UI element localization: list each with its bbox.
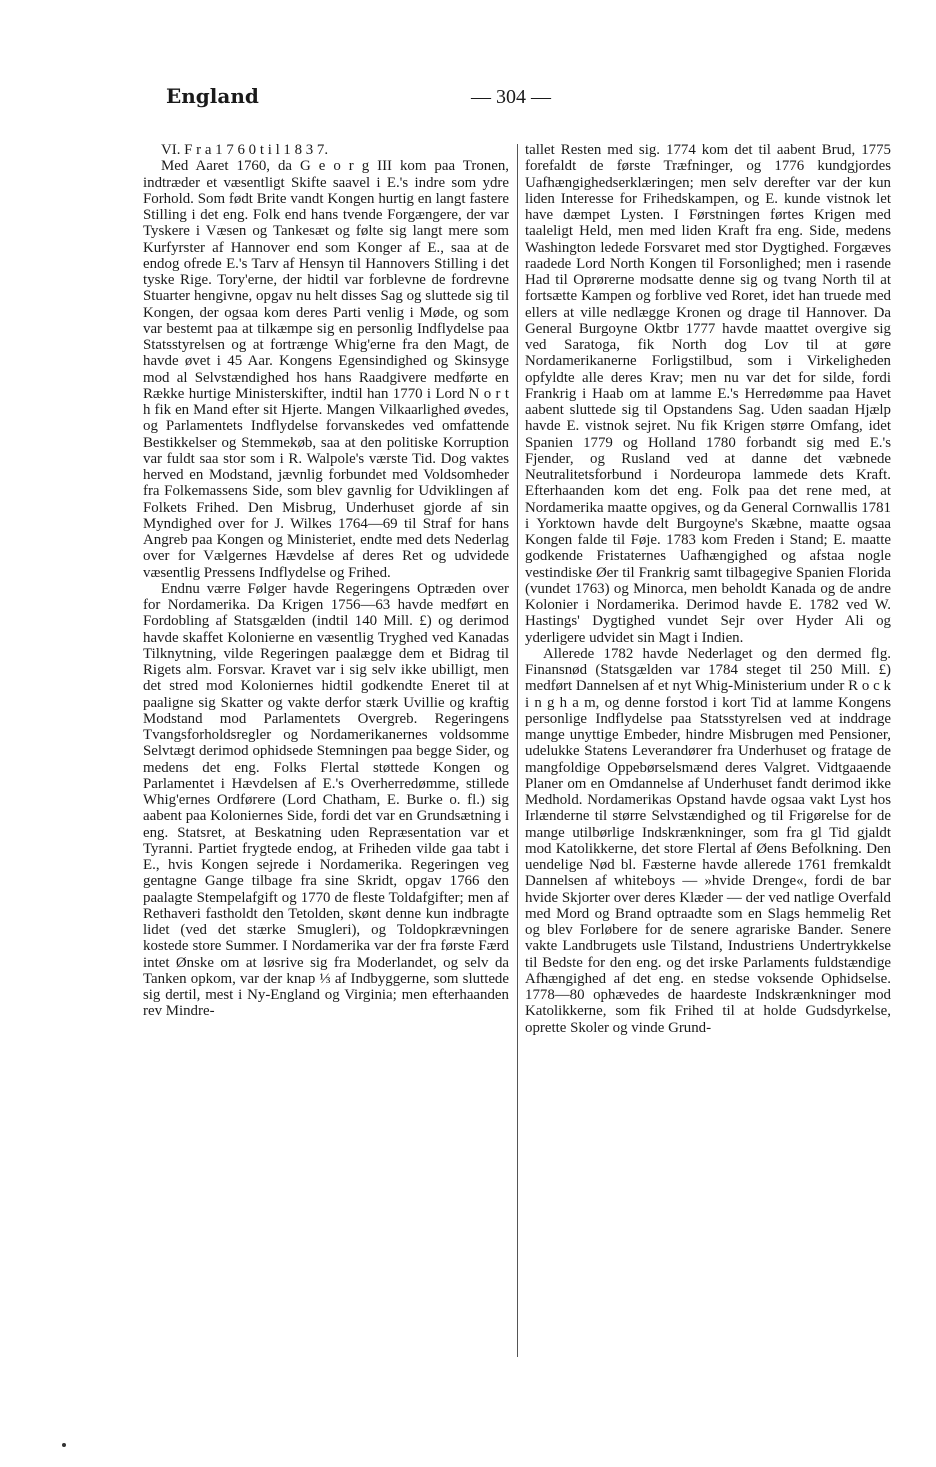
paragraph: tallet Resten med sig. 1774 kom det til aabent Brud, 1775 forefaldt de første Træfninger, og 1776 kundgjordes Uafhængighedserklæringen; men selv derefter var der kun liden Interesse for Frihedskampen, og E. kunde vistnok let have dæmpet Lysten. I Førstningen førtes Krigen med taaleligt Held, men med liden Kraft fra eng. Side, medens Washington ledede Forsvaret med stor Dygtighed. Forgæves raadede Lord North Kongen til Forsonlighed; men i rasende Had til Oprørerne modsatte denne sig og tvang North til at fortsætte Kampen og forblive ved Roret, idet han truede med ellers at ville nedlægge Kronen og drage til Hannover. Da General Burgoyne Oktbr 1777 havde maattet overgive sig ved Saratoga, fik North dog Lov til at gøre Nordamerikanerne Forligstilbud, som i Virkeligheden opfyldte alle deres Krav; men nu var det for silde, fordi Frankrig i Haab om at lamme E.'s Herredømme paa Havet aabent sluttede sig til Opstandens Sag. Uden saadan Hjælp havde E. vistnok sejret. Nu fik Krigen større Omfang, idet Spanien 1779 og Holland 1780 forbandt sig med E.'s Fjender, og Rusland ved at danne det væbnede Neutralitetsforbund i Nordeuropa lammede dets Kraft. Efterhaanden kom det eng. Folk paa det rene med, at Nordamerika maatte opgives, og da General Cornwallis 1781 i Yorktown havde delt Burgoyne's Skæbne, maatte ogsaa Kongen falde til Føje. 1783 kom Freden i Stand; E. maatte godkende Fristaternes Uafhængighed og afstaa nogle vestindiske Øer til Frankrig samt tilbagegive Spanien Florida (vundet 1763) og Minorca, men beholdt Kanada og de andre Kolonier i Nordamerika. Derimod havde E. 1782 ved W. Hastings' Dygtighed vundet Sejr over Hyder Ali og yderligere udvidet sin Magt i Indien. (525, 142, 891, 646)
page-number: — 304 — (471, 86, 551, 108)
header-title: England (166, 84, 259, 108)
paragraph: Endnu værre Følger havde Regeringens Optræden over for Nordamerika. Da Krigen 1756—63 havde medført en Fordobling af Statsgælden (indtil 140 Mill. £) og derimod havde skaffet Kolonierne en væsentlig Tryghed ved Kanadas Tilknytning, vilde Regeringen paalægge dem et Bidrag til Rigets alm. Forsvar. Kravet var i sig selv ikke ubilligt, men det stred mod Koloniernes hidtil godkendte Eneret til at paaligne sig Skatter og vakte derfor stærk Uvillie og kraftig Modstand mod Parlamentets Overgreb. Regeringens Tvangsforholdsregler og Nordamerikanernes voldsomme Selvtægt derimod ophidsede Stemningen paa begge Sider, og medens det eng. Folks Flertal støttede Kongen og Parlamentet i Hævdelsen af E.'s Overherredømme, stillede Whig'ernes Ordførere (Lord Chatham, E. Burke o. fl.) sig aabent paa Koloniernes Side, fordi det var en Grundsætning i eng. Statsret, at Beskatning uden Repræsentation var et Tyranni. Partiet frygtede endog, at Friheden vilde gaa tabt i E., hvis Kongen sejrede i Nordamerika. Regeringen veg gentagne Gange tilbage fra sine Skridt, opgav 1766 den paalagte Stempelafgift og 1770 de fleste Toldafgifter; men af Rethaveri fastholdt den Tetolden, skønt denne kun indbragte lidet (ved det stærke Smugleri), og Toldopkrævningen kostede store Summer. I Nordamerika var der fra første Færd intet Ønske om at løsrive sig fra Moderlandet, og selv da Tanken opkom, var der knap ⅓ af Indbyggerne, som sluttede sig dertil, mest i Ny-England og Virginia; men efterhaanden rev Mindre- (143, 580, 509, 1020)
section-heading: VI. F r a 1 7 6 0 t i l 1 8 3 7. (161, 142, 329, 158)
column-divider (517, 144, 518, 1357)
print-speck (62, 1443, 66, 1447)
left-column (143, 142, 509, 1020)
running-head (166, 84, 936, 116)
paragraph: Allerede 1782 havde Nederlaget og den dermed flg. Finansnød (Statsgælden var 1784 steget til 250 Mill. £) medført Dannelsen af et nyt Whig-Ministerium under R o c k i n g h a m, og denne forstod i kort Tid at lamme Kongens personlige Indflydelse paa Statsstyrelsen ved at inddrage mange unyttige Embeder, hindre Misbrugen med Pensioner, udelukke Statens Leverandører fra Underhuset og fratage de mangfoldige Oppebørselsmænd deres Valgret. Vidtgaaende Planer om en Omdannelse af Underhuset fandt derimod ikke Medhold. Nordamerikas Opstand havde ogsaa vakt Lyst hos Irlænderne til større Selvstændighed og til Frigørelse for de mange utilbørlige Indskrænkninger, som fra gl Tid gjaldt mod Katolikkerne, det store Flertal af Øens Befolkning. Den uendelige Nød bl. Fæsterne havde allerede 1761 fremkaldt Dannelsen af whiteboys — »hvide Drenge«, fordi de bar hvide Skjorter over deres Klæder — der ved natlige Overfald med Mord og Brand optraadte som en Slags hemmelig Ret og blev Forløbere for de senere agrariske Bander. Senere vakte Landbrugets usle Tilstand, Industriens Undertrykkelse til Bedste for den eng. og det irske Parlaments fuldstændige Afhængighed af det eng. en stedse voksende Ophidselse. 1778—80 ophævedes de haardeste Indskrænkninger mod Katolikkerne, som fik Frihed til at holde Gudsdyrkelse, oprette Skoler og vinde Grund- (525, 645, 891, 1036)
right-column (525, 142, 891, 1036)
paragraph: Med Aaret 1760, da G e o r g III kom paa Tronen, indtræder et væsentligt Skifte saavel i E.'s indre som ydre Forhold. Som født Brite vandt Kongen hurtig en langt fastere Stilling i det eng. Folk end hans tvende Forgængere, der var Tyskere i Væsen og Tankesæt og følte sig langt mere som Kurfyrster af Hannover end som Konger af E., saa at de endog ofrede E.'s Tarv af Hensyn til Hannovers Stilling i det tyske Rige. Tory'erne, der hidtil var forblevne de fordrevne Stuarter hengivne, opgav nu helt disses Sag og sluttede sig til Kongen, der ogsaa kom deres Parti venlig i Møde, og som var bestemt paa at tilkæmpe sig en personlig Indflydelse paa Statsstyrelsen og at fortrænge Whig'erne fra den Magt, de havde øvet i 45 Aar. Kongens Egensindighed og Skinsyge mod al Selvstændighed hos hans Raadgivere medførte en Række hurtige Ministerskifter, indtil han 1770 i Lord N o r t h fik en Mand efter sit Hjerte. Mangen Vilkaarlighed øvedes, og Parlamentets Indflydelse forvanskedes ved omfattende Bestikkelser og Stemmekøb, saa at den politiske Korruption var fuldt saa stor som i R. Walpole's værste Tid. Dog vaktes herved en Modstand, jævnlig forbundet med Voldsomheder fra Folkemassens Side, som blev gavnlig for Udviklingen af Folkets Frihed. Den Misbrug, Underhuset gjorde af sin Myndighed over for J. Wilkes 1764—69 til Straf for hans Angreb paa Kongen og Ministeriet, endte med dets Nederlag over for Vælgernes Hævdelse af deres Ret og udvidede væsentlig Pressens Indflydelse og Frihed. (143, 158, 509, 581)
